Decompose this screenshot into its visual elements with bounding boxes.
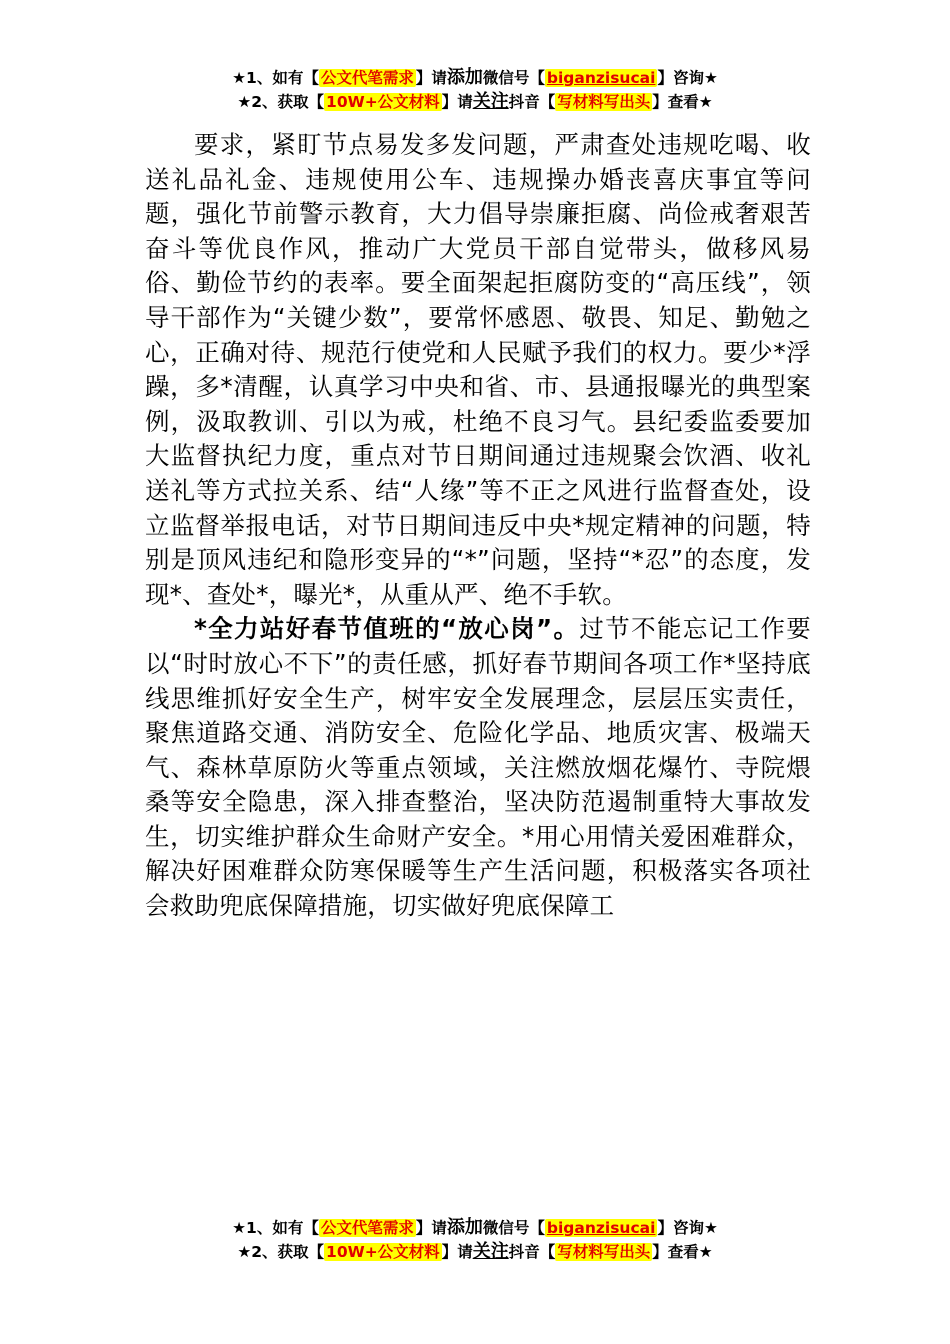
promo-text: 抖音【 — [508, 93, 556, 111]
paragraph-1: 要求，紧盯节点易发多发问题，严肃查处违规吃喝、收送礼品礼金、违规使用公车、违规操办婚丧喜庆事宜等问题，强化节前警示教育，大力倡导崇廉拒腐、尚俭戒奢艰苦奋斗等优良作风，推动广大党员干部自觉带头，做移风易俗、勤俭节约的表率。要全面架起拒腐防变的“高压线”，领导干部作为“关键少数”，要常怀感恩、敬畏、知足、勤勉之心，正确对待、规范行使党和人民赋予我们的权力。要少*浮躁，多*清醒，认真学习中央和省、市、县通报曝光的典型案例，汲取教训、引以为戒，杜绝不良习气。县纪委监委要加大监督执纪力度，重点对节日期间通过违规聚会饮酒、收礼送礼等方式拉关系、结“人缘”等不正之风进行监督查处，设立监督举报电话，对节日期间违反中央*规定精神的问题，特别是顶风违纪和隐形变异的“*”问题，坚持“*忍”的态度，发现*、查处*，曝光*，从重从严、绝不手软。 — [145, 130, 811, 609]
promo-text: 】咨询★ — [657, 69, 718, 87]
promo-text: ★1、如有【 — [232, 69, 319, 87]
promo-text: 微信号【 — [482, 1219, 545, 1237]
promo-text: 抖音【 — [508, 1243, 556, 1261]
promo-line-2 — [0, 1240, 950, 1264]
promo-text: 微信号【 — [482, 69, 545, 87]
header-promo-banner — [0, 66, 950, 114]
promo-line-1 — [0, 1216, 950, 1240]
promo-highlight: 10W+公文材料 — [326, 1243, 440, 1261]
promo-text: 】查看★ — [652, 93, 713, 111]
document-body — [145, 128, 811, 924]
promo-wechat-id: biganzisucai — [546, 69, 656, 87]
promo-text: ★2、获取【 — [237, 1243, 325, 1261]
promo-douyin-id: 写材料写出头 — [557, 93, 651, 111]
promo-text: ★2、获取【 — [237, 93, 325, 111]
paragraph-2-text: 过节不能忘记工作要以“时时放心不下”的责任感，抓好春节期间各项工作*坚持底线思维抓好安全生产，树牢安全发展理念，层层压实责任，聚焦道路交通、消防安全、危险化学品、地质灾害、极端天气、森林草原防火等重点领域，关注燃放烟花爆竹、寺院煨桑等安全隐患，深入排查整治，坚决防范遏制重特大事故发生，切实维护群众生命财产安全。*用心用情关爱困难群众，解决好困难群众防寒保暖等生产生活问题，积极落实各项社会救助兜底保障措施，切实做好兜底保障工 — [145, 614, 811, 921]
promo-text: 】请 — [441, 93, 473, 111]
promo-highlight: 公文代笔需求 — [320, 1219, 414, 1237]
promo-emphasis: 添加 — [446, 1217, 483, 1238]
promo-line-1 — [0, 66, 950, 90]
footer-promo-banner — [0, 1216, 950, 1264]
promo-text: 】查看★ — [652, 1243, 713, 1261]
promo-text: 】请 — [415, 69, 447, 87]
promo-emphasis: 添加 — [446, 67, 483, 88]
promo-text: 】咨询★ — [657, 1219, 718, 1237]
promo-emphasis: 关注 — [472, 1241, 509, 1262]
promo-text: 】请 — [441, 1243, 473, 1261]
paragraph-2 — [145, 612, 811, 923]
promo-douyin-id: 写材料写出头 — [557, 1243, 651, 1261]
promo-text: 】请 — [415, 1219, 447, 1237]
promo-highlight: 公文代笔需求 — [320, 69, 414, 87]
section-heading: *全力站好春节值班的“放心岗”。 — [194, 614, 580, 644]
promo-line-2 — [0, 90, 950, 114]
promo-highlight: 10W+公文材料 — [326, 93, 440, 111]
promo-text: ★1、如有【 — [232, 1219, 319, 1237]
promo-emphasis: 关注 — [472, 91, 509, 112]
promo-wechat-id: biganzisucai — [546, 1219, 656, 1237]
